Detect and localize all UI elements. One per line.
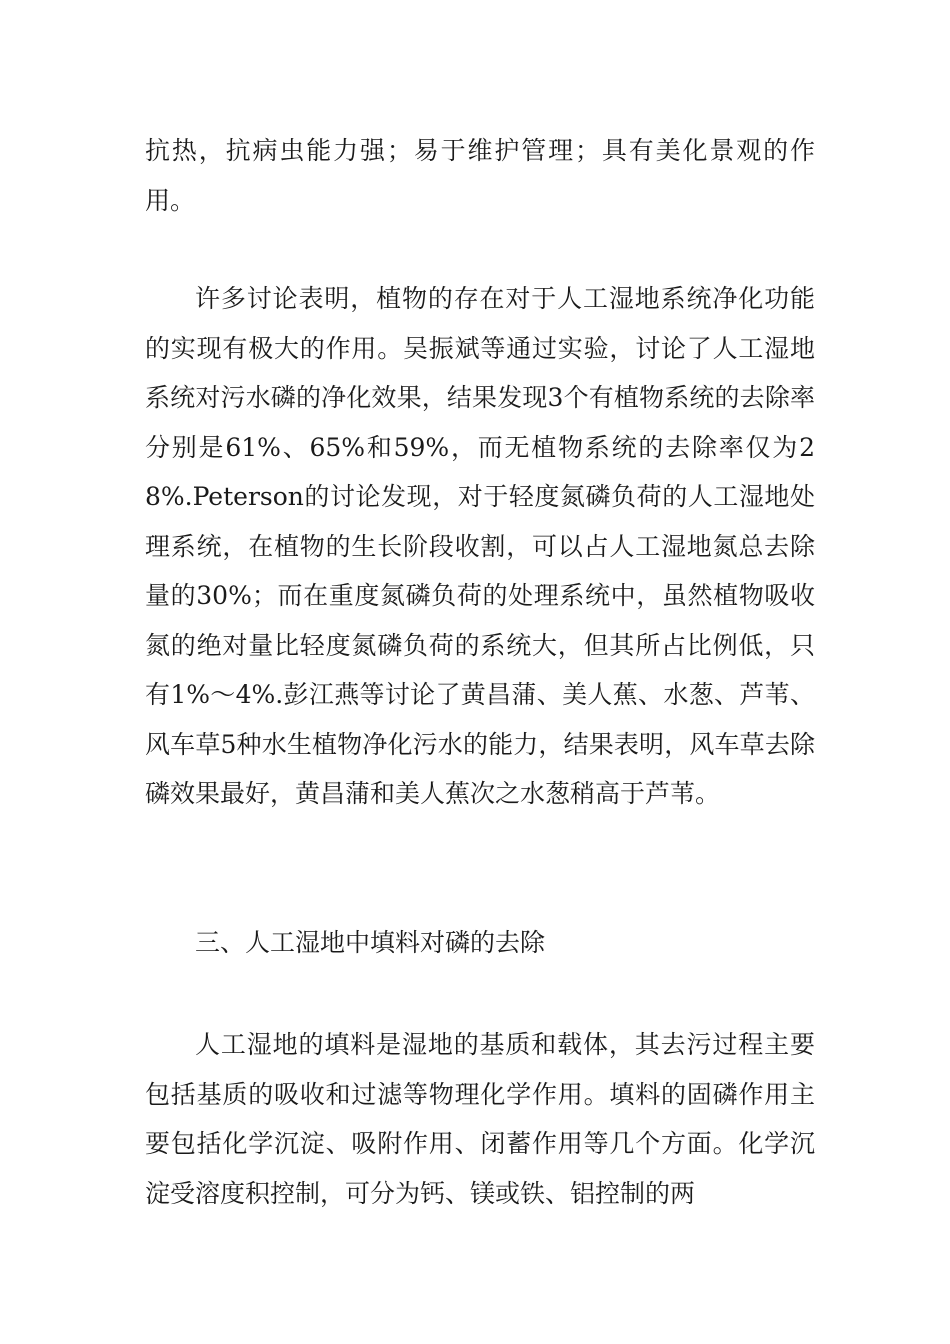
section-heading: 三、人工湿地中填料对磷的去除 bbox=[195, 928, 546, 957]
paragraph-continued: 抗热，抗病虫能力强；易于维护管理；具有美化景观的作用。 bbox=[145, 136, 815, 215]
paragraph-substrate: 人工湿地的填料是湿地的基质和载体，其去污过程主要包括基质的吸收和过滤等物理化学作用。填料的固磷作用主要包括化学沉淀、吸附作用、闭蓄作用等几个方面。化学沉淀受溶度积控制，可分为钙、镁或铁、铝控制的两 bbox=[145, 1030, 815, 1208]
paragraph-plant-role: 许多讨论表明，植物的存在对于人工湿地系统净化功能的实现有极大的作用。吴振斌等通过实验，讨论了人工湿地系统对污水磷的净化效果，结果发现3个有植物系统的去除率分别是61%、65%和59%，而无植物系统的去除率仅为28%.Peterson的讨论发现，对于轻度氮磷负荷的人工湿地处理系统，在植物的生长阶段收割，可以占人工湿地氮总去除量的30%；而在重度氮磷负荷的处理系统中，虽然植物吸收氮的绝对量比轻度氮磷负荷的系统大，但其所占比例低，只有1%～4%.彭江燕等讨论了黄昌蒲、美人蕉、水葱、芦苇、风车草5种水生植物净化污水的能力，结果表明，风车草去除磷效果最好，黄昌蒲和美人蕉次之水葱稍高于芦苇。 bbox=[145, 284, 815, 808]
